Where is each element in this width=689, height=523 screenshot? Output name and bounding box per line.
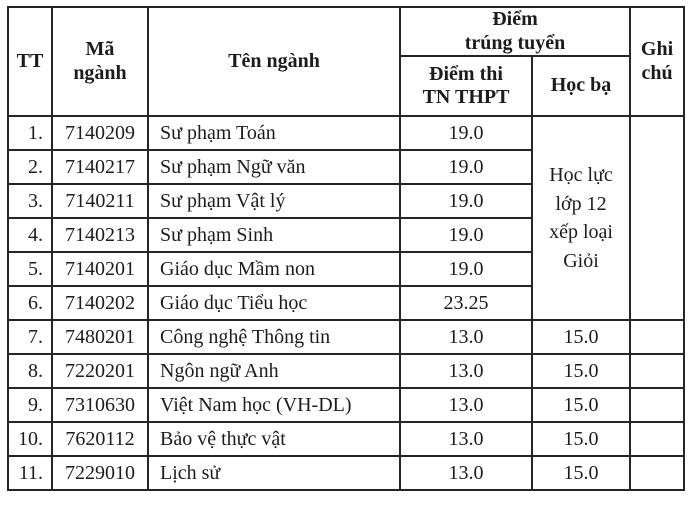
cell-note <box>630 354 684 388</box>
cell-exam-score: 13.0 <box>400 354 532 388</box>
cell-code: 7140213 <box>52 218 148 252</box>
cell-tt: 5. <box>8 252 52 286</box>
cell-tt: 6. <box>8 286 52 320</box>
cell-tt: 1. <box>8 116 52 150</box>
table-row <box>8 422 684 456</box>
cell-note <box>630 456 684 490</box>
cell-tt: 8. <box>8 354 52 388</box>
cell-exam-score: 19.0 <box>400 184 532 218</box>
header-row-top <box>8 7 684 56</box>
merged-note-empty <box>630 116 684 320</box>
cell-tt: 3. <box>8 184 52 218</box>
header-ghi-chu-label: Ghi chú <box>640 38 674 84</box>
cell-name: Giáo dục Mầm non <box>148 252 400 286</box>
merged-transcript-requirement <box>532 116 630 320</box>
header-tt-label: TT <box>16 49 44 72</box>
cell-tt: 7. <box>8 320 52 354</box>
header-diem-trung-tuyen <box>400 7 630 56</box>
header-ghi-chu <box>630 7 684 116</box>
cell-code: 7229010 <box>52 456 148 490</box>
cell-exam-score: 19.0 <box>400 218 532 252</box>
header-hoc-ba <box>532 56 630 116</box>
cell-name: Bảo vệ thực vật <box>148 422 400 456</box>
cell-code: 7220201 <box>52 354 148 388</box>
cell-code: 7620112 <box>52 422 148 456</box>
merged-transcript-requirement-label: Học lực lớp 12 xếp loại Giỏi <box>549 164 613 272</box>
table-row <box>8 354 684 388</box>
table-row <box>8 388 684 422</box>
cell-transcript-score: 15.0 <box>532 388 630 422</box>
cell-name: Việt Nam học (VH-DL) <box>148 388 400 422</box>
cell-name: Sư phạm Vật lý <box>148 184 400 218</box>
cell-code: 7140211 <box>52 184 148 218</box>
cell-name: Giáo dục Tiểu học <box>148 286 400 320</box>
cell-transcript-score: 15.0 <box>532 320 630 354</box>
cell-name: Ngôn ngữ Anh <box>148 354 400 388</box>
cell-exam-score: 23.25 <box>400 286 532 320</box>
cell-tt: 9. <box>8 388 52 422</box>
cell-code: 7140217 <box>52 150 148 184</box>
cell-code: 7140202 <box>52 286 148 320</box>
header-diem-thi-label: Điểm thi TN THPT <box>422 62 510 109</box>
cell-code: 7480201 <box>52 320 148 354</box>
cell-name: Sư phạm Sinh <box>148 218 400 252</box>
cell-note <box>630 320 684 354</box>
header-tt <box>8 7 52 116</box>
header-ten-nganh <box>148 7 400 116</box>
header-ma-nganh <box>52 7 148 116</box>
cell-exam-score: 13.0 <box>400 388 532 422</box>
header-ma-nganh-label: Mã ngành <box>73 38 127 84</box>
header-diem-trung-tuyen-label: Điểm trúng tuyển <box>464 8 566 54</box>
cell-code: 7310630 <box>52 388 148 422</box>
cell-exam-score: 13.0 <box>400 422 532 456</box>
cell-code: 7140209 <box>52 116 148 150</box>
cell-exam-score: 19.0 <box>400 116 532 150</box>
cell-name: Sư phạm Ngữ văn <box>148 150 400 184</box>
cell-transcript-score: 15.0 <box>532 422 630 456</box>
cell-exam-score: 13.0 <box>400 320 532 354</box>
header-ten-nganh-label: Tên ngành <box>228 49 320 72</box>
header-hoc-ba-label: Học bạ <box>550 74 612 97</box>
cell-tt: 2. <box>8 150 52 184</box>
admission-scores-table <box>7 6 685 491</box>
cell-note <box>630 422 684 456</box>
cell-transcript-score: 15.0 <box>532 354 630 388</box>
cell-exam-score: 13.0 <box>400 456 532 490</box>
cell-exam-score: 19.0 <box>400 150 532 184</box>
cell-code: 7140201 <box>52 252 148 286</box>
cell-tt: 4. <box>8 218 52 252</box>
table-row <box>8 320 684 354</box>
cell-tt: 11. <box>8 456 52 490</box>
cell-tt: 10. <box>8 422 52 456</box>
cell-exam-score: 19.0 <box>400 252 532 286</box>
cell-transcript-score: 15.0 <box>532 456 630 490</box>
table-row <box>8 456 684 490</box>
cell-name: Sư phạm Toán <box>148 116 400 150</box>
cell-name: Công nghệ Thông tin <box>148 320 400 354</box>
header-diem-thi-tn-thpt <box>400 56 532 116</box>
cell-note <box>630 388 684 422</box>
table-row <box>8 116 684 150</box>
cell-name: Lịch sử <box>148 456 400 490</box>
